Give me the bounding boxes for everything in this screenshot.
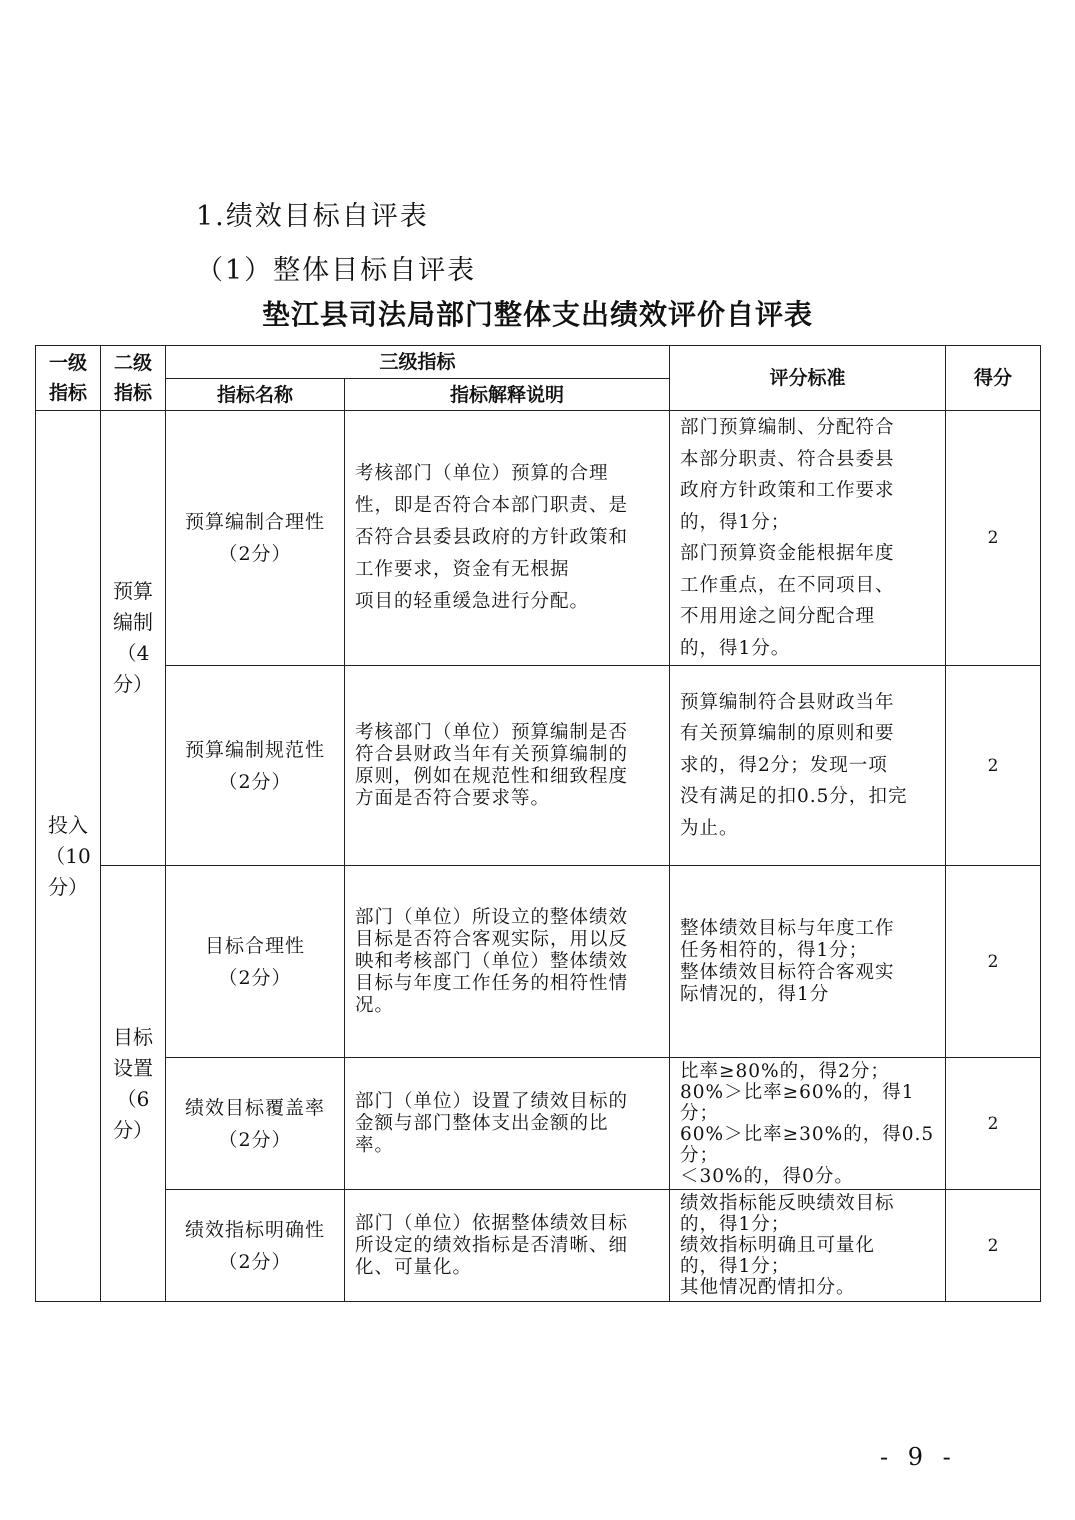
criteria-line: 整体绩效目标与年度工作 [680,917,895,939]
indicator-name-cell [166,666,345,866]
explain-line: 目标是否符合客观实际，用以反 [355,928,629,950]
level2-header-line: 二级 [113,352,152,374]
table-row [36,1058,1041,1190]
criteria-line: 绩效指标能反映绩效目标 [680,1193,895,1214]
indicator-name: 目标合理性 [204,934,305,957]
explain-line: 否符合县委县政府的方针政策和 [355,527,629,548]
criteria-line: 为止。 [680,817,739,839]
criteria-line: 绩效指标明确且可量化 [680,1235,876,1256]
indicator-name-cell [166,411,345,666]
indicator-name-cell [166,1058,345,1190]
criteria-line: 不用用途之间分配合理 [680,606,876,627]
explain-line: 目标与年度工作任务的相符性情 [355,972,629,994]
indicator-explain-cell [345,1058,670,1190]
criteria-line: 求的，得2分；发现一项 [680,754,888,776]
criteria-line: 分； [680,1144,720,1166]
level1-text: （10 [45,843,91,868]
explain-line: 况。 [355,994,395,1016]
explain-line: 工作要求，资金有无根据 [355,559,570,580]
level1-text: 投入 [48,812,88,837]
indicator-points: （2分） [218,770,292,793]
score-cell: 2 [946,1190,1041,1302]
indicator-points: （2分） [218,1128,292,1151]
header-row [36,346,1041,379]
criteria-line: 的，得1分。 [680,637,791,659]
criteria-line: 的，得1分； [680,1214,791,1235]
level2-text: 分） [113,672,153,696]
table-row [36,411,1041,666]
criteria-line: 的，得1分； [680,511,791,533]
criteria-line: 的，得1分； [680,1256,791,1277]
level2-text: 设置 [113,1055,153,1080]
level1-header-line: 一级 [48,352,87,374]
level1-header-line: 指标 [48,382,87,404]
criteria-line: ＜30%的，得0分。 [680,1165,854,1187]
indicator-name: 绩效指标明确性 [184,1218,325,1241]
explain-line: 部门（单位）所设立的整体绩效 [355,906,629,928]
criteria-line: 部门预算资金能根据年度 [680,543,895,564]
indicator-points: （2分） [218,966,292,989]
indicator-explain-cell [345,1190,670,1302]
explain-line: 原则，例如在规范性和细致程度 [355,765,629,787]
explain-line: 率。 [355,1134,395,1156]
explain-line: 部门（单位）依据整体绩效目标 [355,1212,629,1234]
indicator-points: （2分） [218,1250,292,1273]
level2-cell [101,866,166,1302]
level1-header [36,346,101,411]
level1-text: 分） [48,874,88,899]
criteria-cell [670,666,946,866]
criteria-line: 比率≥80%的，得2分； [680,1060,890,1082]
criteria-line: 工作重点，在不同项目、 [680,574,895,596]
indicator-name: 预算编制合理性 [184,511,325,533]
criteria-line: 际情况的，得1分 [680,983,830,1005]
indicator-explain-header: 指标解释说明 [345,379,670,411]
indicator-name: 绩效目标覆盖率 [184,1096,325,1119]
indicator-name-cell [166,866,345,1058]
explain-line: 考核部门（单位）预算的合理 [355,463,609,484]
criteria-line: 部门预算编制、分配符合 [680,417,895,438]
level1-cell [36,411,101,1302]
score-cell: 2 [946,1058,1041,1190]
criteria-cell [670,1190,946,1302]
table-row [36,866,1041,1058]
indicator-explain-cell [345,666,670,866]
criteria-cell [670,1058,946,1190]
explain-line: 映和考核部门（单位）整体绩效 [355,950,629,972]
level3-header: 三级指标 [166,346,670,379]
criteria-line: 本部分职责、符合县委县 [680,448,895,470]
level2-text: 预算 [113,579,153,603]
criteria-header: 评分标准 [670,346,946,411]
level2-header [101,346,166,411]
score-cell: 2 [946,666,1041,866]
criteria-line: 60%＞比率≥30%的，得0.5 [680,1123,935,1145]
indicator-name: 预算编制规范性 [184,738,325,761]
criteria-cell [670,866,946,1058]
section-heading: 1.绩效目标自评表 [196,201,429,232]
criteria-line: 没有满足的扣0.5分，扣完 [680,786,908,808]
table-title: 垫江县司法局部门整体支出绩效评价自评表 [261,298,813,331]
explain-line: 考核部门（单位）预算编制是否 [355,721,629,743]
explain-line: 金额与部门整体支出金额的比 [355,1112,609,1134]
explain-line: 性，即是否符合本部门职责、是 [355,495,629,516]
level2-text: （4 [116,641,150,665]
criteria-line: 政府方针政策和工作要求 [680,480,895,501]
criteria-line: 其他情况酌情扣分。 [680,1277,856,1298]
table-row [36,1190,1041,1302]
explain-line: 化、可量化。 [355,1256,473,1278]
level2-text: 编制 [113,610,153,634]
criteria-line: 有关预算编制的原则和要 [680,723,895,745]
explain-line: 符合县财政当年有关预算编制的 [355,743,629,765]
score-cell: 2 [946,411,1041,666]
indicator-explain-cell [345,411,670,666]
explain-line: 项目的轻重缓急进行分配。 [355,591,590,612]
explain-line: 所设定的绩效指标是否清晰、细 [355,1234,629,1256]
criteria-line: 预算编制符合县财政当年 [680,691,895,713]
explain-line: 方面是否符合要求等。 [355,787,551,809]
evaluation-table [35,345,1041,1302]
criteria-line: 任务相符的，得1分； [680,939,869,961]
table-row [36,666,1041,866]
level2-text: （6 [116,1086,150,1111]
level2-text: 目标 [113,1024,153,1049]
level2-cell [101,411,166,866]
subsection-heading: （1）整体目标自评表 [196,255,477,286]
criteria-line: 分； [680,1102,720,1124]
indicator-name-cell [166,1190,345,1302]
score-header: 得分 [946,346,1041,411]
indicator-name-header: 指标名称 [166,379,345,411]
level2-text: 分） [113,1117,153,1142]
indicator-points: （2分） [218,543,292,565]
criteria-line: 80%＞比率≥60%的，得1 [680,1081,915,1103]
criteria-line: 整体绩效目标符合客观实 [680,961,895,983]
page-number: - 9 - [880,1443,957,1471]
score-cell: 2 [946,866,1041,1058]
criteria-cell [670,411,946,666]
level2-header-line: 指标 [113,382,152,404]
explain-line: 部门（单位）设置了绩效目标的 [355,1090,629,1112]
indicator-explain-cell [345,866,670,1058]
